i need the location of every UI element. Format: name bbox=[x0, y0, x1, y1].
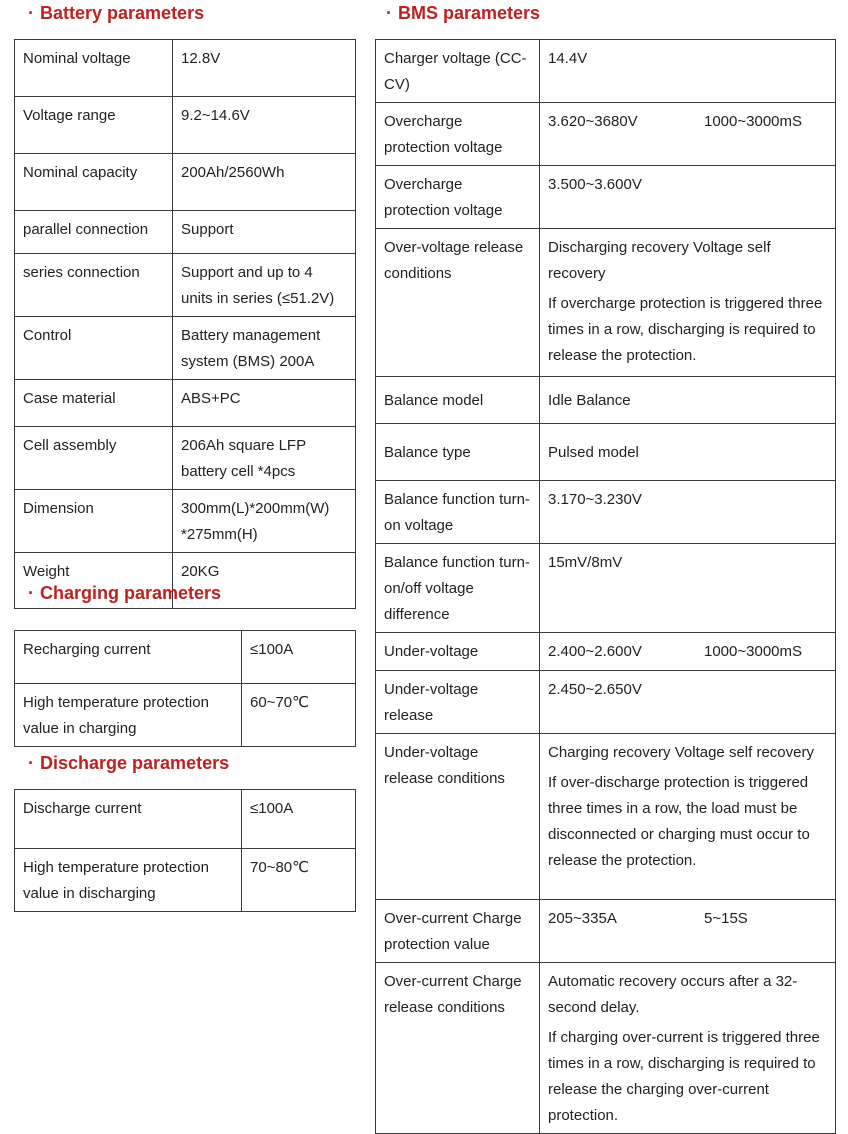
table-row bbox=[376, 229, 836, 377]
param-label: Weight bbox=[15, 553, 173, 609]
param-label: Dimension bbox=[15, 490, 173, 553]
param-value bbox=[540, 633, 836, 671]
param-value: Battery management system (BMS) 200A bbox=[173, 317, 356, 380]
table-row bbox=[376, 963, 836, 1134]
table-row bbox=[376, 40, 836, 103]
param-value: Support bbox=[173, 211, 356, 254]
param-label: Case material bbox=[15, 380, 173, 427]
param-value-range: 205~335A bbox=[548, 910, 617, 927]
param-value: 14.4V bbox=[540, 40, 836, 103]
table-row bbox=[15, 317, 356, 380]
param-value-note: If over-discharge protection is triggered three times in a row, the load must be disconnected or charging must occur to release the protection. bbox=[548, 774, 810, 869]
table-row bbox=[15, 154, 356, 211]
table-row bbox=[15, 254, 356, 317]
param-value: Pulsed model bbox=[540, 424, 836, 481]
param-value-time: 1000~3000mS bbox=[704, 113, 802, 130]
table-row bbox=[376, 633, 836, 671]
charging-parameters-heading bbox=[28, 583, 221, 604]
param-label: Charger voltage (CC-CV) bbox=[376, 40, 540, 103]
param-value bbox=[540, 229, 836, 377]
table-row bbox=[15, 490, 356, 553]
param-label: Overcharge protection voltage bbox=[376, 166, 540, 229]
param-value bbox=[540, 103, 836, 166]
bullet-dot: · bbox=[28, 753, 34, 773]
param-value-line: Automatic recovery occurs after a 32-second delay. bbox=[548, 973, 798, 1016]
heading-text: Charging parameters bbox=[40, 583, 222, 603]
param-label: Nominal capacity bbox=[15, 154, 173, 211]
charging-parameters-table bbox=[14, 630, 356, 747]
table-row bbox=[15, 790, 356, 849]
param-value: 20KG bbox=[173, 553, 356, 609]
bullet-dot: · bbox=[386, 3, 392, 23]
param-value-time: 5~15S bbox=[704, 910, 748, 927]
param-label: Balance type bbox=[376, 424, 540, 481]
table-row bbox=[376, 544, 836, 633]
param-label: High temperature protection value in discharging bbox=[15, 849, 242, 912]
param-label: Over-current Charge release conditions bbox=[376, 963, 540, 1134]
param-value: 70~80℃ bbox=[242, 849, 356, 912]
table-row bbox=[15, 849, 356, 912]
table-row bbox=[15, 97, 356, 154]
param-value: 206Ah square LFP battery cell *4pcs bbox=[173, 427, 356, 490]
heading-text: BMS parameters bbox=[398, 3, 541, 23]
heading-text: Battery parameters bbox=[40, 3, 205, 23]
param-label: Control bbox=[15, 317, 173, 380]
param-value: 9.2~14.6V bbox=[173, 97, 356, 154]
param-label: Discharge current bbox=[15, 790, 242, 849]
battery-parameters-heading bbox=[28, 3, 204, 24]
param-label: Overcharge protection voltage bbox=[376, 103, 540, 166]
param-label: Over-voltage release conditions bbox=[376, 229, 540, 377]
param-value: 3.170~3.230V bbox=[540, 481, 836, 544]
battery-parameters-table bbox=[14, 39, 356, 609]
table-row bbox=[376, 166, 836, 229]
table-row bbox=[376, 377, 836, 424]
param-value bbox=[540, 963, 836, 1134]
bms-parameters-table bbox=[375, 39, 836, 1134]
param-label: Over-current Charge protection value bbox=[376, 900, 540, 963]
param-label: Under-voltage bbox=[376, 633, 540, 671]
table-row bbox=[15, 380, 356, 427]
table-row bbox=[376, 734, 836, 900]
param-value: ≤100A bbox=[242, 790, 356, 849]
param-label: series connection bbox=[15, 254, 173, 317]
param-value-note: If overcharge protection is triggered three times in a row, discharging is required to release the protection. bbox=[548, 295, 823, 364]
param-value: ≤100A bbox=[242, 631, 356, 684]
param-label: Under-voltage release bbox=[376, 671, 540, 734]
param-value: ABS+PC bbox=[173, 380, 356, 427]
param-value: 12.8V bbox=[173, 40, 356, 97]
param-label: Balance function turn-on voltage bbox=[376, 481, 540, 544]
table-row bbox=[15, 211, 356, 254]
table-row bbox=[376, 481, 836, 544]
param-value-range: 3.620~3680V bbox=[548, 113, 638, 130]
param-value: 300mm(L)*200mm(W) *275mm(H) bbox=[173, 490, 356, 553]
bullet-dot: · bbox=[28, 583, 34, 603]
table-row bbox=[376, 103, 836, 166]
param-value-line: Discharging recovery Voltage self recovery bbox=[548, 239, 771, 282]
param-value: 15mV/8mV bbox=[540, 544, 836, 633]
param-value: Support and up to 4 units in series (≤51.2V) bbox=[173, 254, 356, 317]
param-value: 60~70℃ bbox=[242, 684, 356, 747]
param-label: Recharging current bbox=[15, 631, 242, 684]
heading-text: Discharge parameters bbox=[40, 753, 230, 773]
param-label: Nominal voltage bbox=[15, 40, 173, 97]
param-value: Idle Balance bbox=[540, 377, 836, 424]
param-label: parallel connection bbox=[15, 211, 173, 254]
param-value-line: Charging recovery Voltage self recovery bbox=[548, 744, 814, 761]
bms-parameters-heading bbox=[386, 3, 540, 24]
table-row bbox=[15, 40, 356, 97]
discharge-parameters-heading bbox=[28, 753, 229, 774]
param-value: 200Ah/2560Wh bbox=[173, 154, 356, 211]
param-label: Voltage range bbox=[15, 97, 173, 154]
discharge-parameters-table bbox=[14, 789, 356, 912]
table-row bbox=[376, 671, 836, 734]
param-label: Balance function turn-on/off voltage difference bbox=[376, 544, 540, 633]
param-label: Cell assembly bbox=[15, 427, 173, 490]
param-value bbox=[540, 734, 836, 900]
bullet-dot: · bbox=[28, 3, 34, 23]
param-value-time: 1000~3000mS bbox=[704, 643, 802, 660]
param-label: High temperature protection value in charging bbox=[15, 684, 242, 747]
table-row bbox=[376, 424, 836, 481]
param-value-note: If charging over-current is triggered three times in a row, discharging is required to release the charging over-current protection. bbox=[548, 1029, 820, 1124]
table-row bbox=[15, 684, 356, 747]
param-value: 3.500~3.600V bbox=[540, 166, 836, 229]
param-value: 2.450~2.650V bbox=[540, 671, 836, 734]
param-value bbox=[540, 900, 836, 963]
param-label: Balance model bbox=[376, 377, 540, 424]
table-row bbox=[15, 427, 356, 490]
param-label: Under-voltage release conditions bbox=[376, 734, 540, 900]
param-value-range: 2.400~2.600V bbox=[548, 643, 642, 660]
table-row bbox=[15, 631, 356, 684]
table-row bbox=[376, 900, 836, 963]
